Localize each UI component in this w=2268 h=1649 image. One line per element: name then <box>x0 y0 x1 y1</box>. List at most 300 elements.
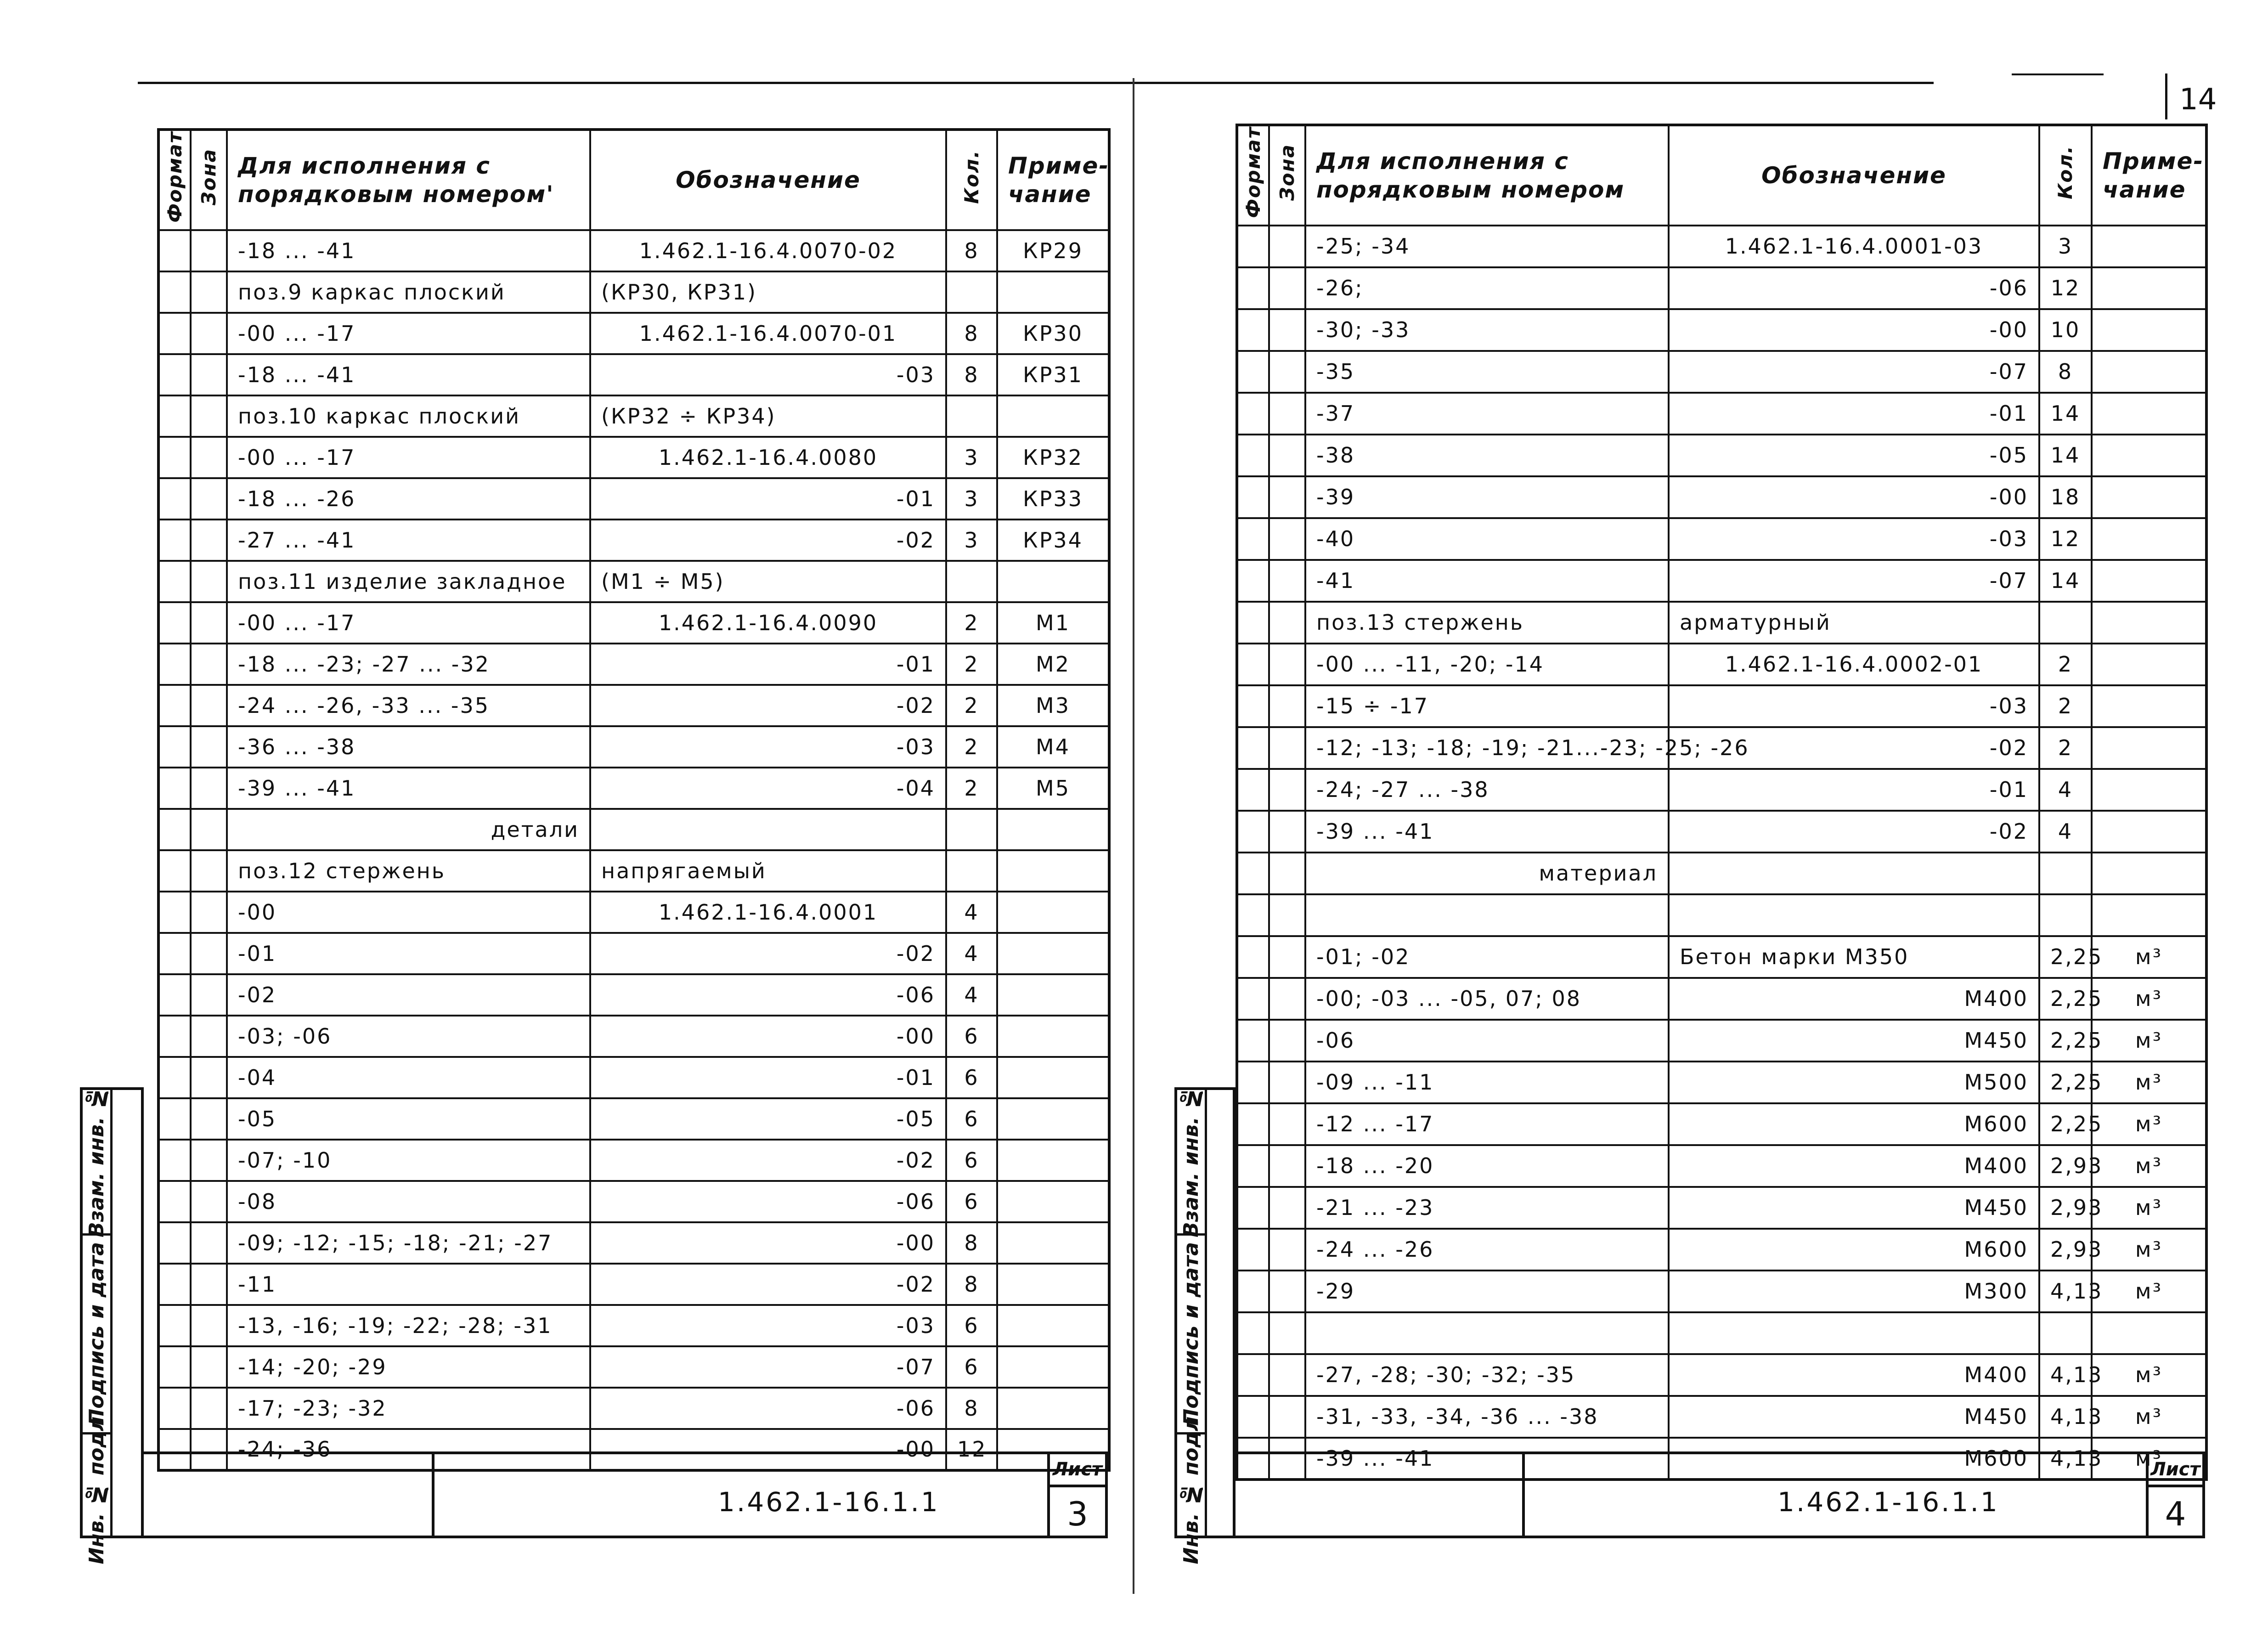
table-row <box>158 1222 1109 1264</box>
format-cell <box>158 561 191 602</box>
designation-cell: -03 <box>1669 518 2039 560</box>
execution-cell: -39 ... -41 <box>227 768 590 809</box>
zone-cell <box>1269 602 1305 644</box>
header-qty: Кол. <box>946 130 997 230</box>
execution-cell: -00 ... -17 <box>227 313 590 354</box>
designation-cell: -07 <box>590 1346 946 1388</box>
table-row <box>1237 226 2206 267</box>
note-cell: м³ <box>2092 978 2206 1020</box>
note-cell: м³ <box>2092 1062 2206 1103</box>
note-cell: КР31 <box>997 354 1109 395</box>
table-row <box>158 892 1109 933</box>
note-cell <box>2092 226 2206 267</box>
execution-cell: -18 ... -41 <box>227 354 590 395</box>
zone-cell <box>1269 309 1305 351</box>
designation-cell: -07 <box>1669 560 2039 602</box>
replaced-inv-label: Взам. инв. № <box>1179 1086 1203 1237</box>
format-cell <box>1237 476 1269 518</box>
qty-cell: 3 <box>2039 226 2092 267</box>
execution-cell: -06 <box>1305 1020 1669 1062</box>
header-format: Формат <box>158 130 191 230</box>
format-cell <box>1237 1271 1269 1312</box>
format-cell <box>1237 1062 1269 1103</box>
table-row <box>158 437 1109 478</box>
note-cell: М1 <box>997 602 1109 644</box>
note-cell <box>997 809 1109 850</box>
format-cell <box>1237 267 1269 309</box>
note-cell <box>2092 644 2206 685</box>
table-row <box>1237 769 2206 811</box>
qty-cell: 4 <box>946 892 997 933</box>
zone-cell <box>191 395 227 437</box>
table-row <box>1237 894 2206 936</box>
replaced-inv-cell <box>1177 1086 1205 1237</box>
qty-cell: 6 <box>946 1057 997 1098</box>
designation-cell: М300 <box>1669 1271 2039 1312</box>
qty-cell: 2 <box>946 768 997 809</box>
qty-cell: 12 <box>2039 267 2092 309</box>
designation-cell: -06 <box>590 1388 946 1429</box>
header-zone: Зона <box>191 130 227 230</box>
note-cell <box>997 561 1109 602</box>
qty-cell <box>2039 853 2092 894</box>
format-cell <box>1237 853 1269 894</box>
execution-cell: -00; -03 ... -05, 07; 08 <box>1305 978 1669 1020</box>
qty-cell <box>2039 602 2092 644</box>
zone-cell <box>191 1222 227 1264</box>
note-cell <box>2092 811 2206 853</box>
format-cell <box>1237 351 1269 393</box>
qty-cell: 2 <box>946 602 997 644</box>
execution-cell: материал <box>1305 853 1669 894</box>
table-row <box>158 561 1109 602</box>
note-cell <box>2092 435 2206 476</box>
zone-cell <box>191 933 227 974</box>
format-cell <box>1237 602 1269 644</box>
execution-cell: поз.9 каркас плоский <box>227 271 590 313</box>
zone-cell <box>1269 936 1305 978</box>
note-cell <box>997 1222 1109 1264</box>
zone-cell <box>1269 226 1305 267</box>
format-cell <box>1237 1145 1269 1187</box>
zone-cell <box>1269 435 1305 476</box>
table-row <box>1237 435 2206 476</box>
execution-cell: -37 <box>1305 393 1669 435</box>
qty-cell: 6 <box>946 1305 997 1346</box>
qty-cell: 4 <box>946 974 997 1016</box>
zone-cell <box>1269 1103 1305 1145</box>
designation-cell: М600 <box>1669 1103 2039 1145</box>
qty-cell: 10 <box>2039 309 2092 351</box>
original-inv-label: Инв. № подл. <box>85 1408 108 1564</box>
execution-cell: -09 ... -11 <box>1305 1062 1669 1103</box>
note-cell <box>997 1388 1109 1429</box>
execution-cell: -39 ... -41 <box>1305 811 1669 853</box>
execution-cell: -18 ... -41 <box>227 230 590 271</box>
table-row <box>158 395 1109 437</box>
zone-cell <box>1269 476 1305 518</box>
designation-cell: 1.462.1-16.4.0002-01 <box>1669 644 2039 685</box>
table-row <box>158 933 1109 974</box>
execution-cell: детали <box>227 809 590 850</box>
format-cell <box>1237 811 1269 853</box>
zone-cell <box>191 1098 227 1140</box>
table-row <box>1237 853 2206 894</box>
zone-cell <box>191 685 227 726</box>
table-row <box>158 1346 1109 1388</box>
execution-cell: -35 <box>1305 351 1669 393</box>
format-cell <box>1237 1187 1269 1229</box>
original-inv-cell <box>1177 1408 1205 1564</box>
designation-cell: -01 <box>1669 393 2039 435</box>
table-row <box>1237 1396 2206 1438</box>
designation-cell <box>1669 894 2039 936</box>
format-cell <box>1237 309 1269 351</box>
execution-cell: -39 ... -41 <box>1305 1438 1669 1480</box>
sheet-number: 3 <box>1067 1495 1088 1533</box>
designation-cell: -06 <box>590 974 946 1016</box>
table-row <box>1237 518 2206 560</box>
table-row <box>1237 727 2206 769</box>
format-cell <box>158 395 191 437</box>
note-cell <box>997 1305 1109 1346</box>
designation-cell: -01 <box>590 644 946 685</box>
designation-cell: М600 <box>1669 1438 2039 1480</box>
qty-cell: 2,25 <box>2039 1020 2092 1062</box>
header-format: Формат <box>1237 125 1269 226</box>
execution-cell: -24 ... -26, -33 ... -35 <box>227 685 590 726</box>
zone-cell <box>1269 1354 1305 1396</box>
qty-cell <box>2039 1312 2092 1354</box>
note-cell <box>2092 518 2206 560</box>
page-number-divider <box>2165 73 2167 119</box>
format-cell <box>1237 727 1269 769</box>
note-cell <box>997 1057 1109 1098</box>
zone-cell <box>1269 1396 1305 1438</box>
note-cell: м³ <box>2092 1187 2206 1229</box>
qty-cell: 14 <box>2039 435 2092 476</box>
qty-cell: 14 <box>2039 393 2092 435</box>
left-specification-table <box>157 128 1111 1472</box>
execution-cell: -18 ... -23; -27 ... -32 <box>227 644 590 685</box>
note-cell <box>2092 853 2206 894</box>
note-cell <box>2092 685 2206 727</box>
execution-cell: -26; <box>1305 267 1669 309</box>
qty-cell: 2,93 <box>2039 1145 2092 1187</box>
note-cell <box>2092 727 2206 769</box>
zone-cell <box>191 602 227 644</box>
original-inv-cell <box>83 1408 110 1564</box>
zone-cell <box>191 478 227 520</box>
format-cell <box>1237 393 1269 435</box>
execution-cell: -13, -16; -19; -22; -28; -31 <box>227 1305 590 1346</box>
designation-cell: -03 <box>590 354 946 395</box>
execution-cell: -17; -23; -32 <box>227 1388 590 1429</box>
note-cell <box>997 974 1109 1016</box>
note-cell <box>997 1264 1109 1305</box>
note-cell: м³ <box>2092 1103 2206 1145</box>
execution-cell: поз.13 стержень <box>1305 602 1669 644</box>
signature-date-label: Подпись и дата <box>1179 1242 1203 1426</box>
table-row <box>1237 351 2206 393</box>
original-inv-label: Инв. № подл. <box>1179 1408 1203 1564</box>
execution-cell: -18 ... -26 <box>227 478 590 520</box>
table-row <box>158 271 1109 313</box>
table-row <box>158 1140 1109 1181</box>
note-cell: М4 <box>997 726 1109 768</box>
zone-cell <box>1269 393 1305 435</box>
format-cell <box>158 1016 191 1057</box>
designation-cell: -00 <box>1669 309 2039 351</box>
top-rule <box>138 82 1934 84</box>
qty-cell: 2 <box>2039 644 2092 685</box>
designation-cell: -00 <box>590 1429 946 1470</box>
note-cell: КР33 <box>997 478 1109 520</box>
execution-cell: -01 <box>227 933 590 974</box>
table-row <box>158 354 1109 395</box>
designation-cell: 1.462.1-16.4.0001-03 <box>1669 226 2039 267</box>
designation-cell: М450 <box>1669 1020 2039 1062</box>
zone-cell <box>1269 685 1305 727</box>
zone-cell <box>191 644 227 685</box>
format-cell <box>1237 1312 1269 1354</box>
execution-cell: поз.11 изделие закладное <box>227 561 590 602</box>
format-cell <box>1237 226 1269 267</box>
designation-cell: М600 <box>1669 1229 2039 1271</box>
format-cell <box>158 1305 191 1346</box>
note-cell <box>997 1140 1109 1181</box>
execution-cell: -24; -36 <box>227 1429 590 1470</box>
qty-cell: 2,25 <box>2039 936 2092 978</box>
designation-cell: 1.462.1-16.4.0001 <box>590 892 946 933</box>
designation-cell: (КР30, КР31) <box>590 271 946 313</box>
qty-cell: 6 <box>946 1346 997 1388</box>
qty-cell: 3 <box>946 520 997 561</box>
zone-cell <box>191 520 227 561</box>
format-cell <box>1237 894 1269 936</box>
format-cell <box>1237 978 1269 1020</box>
execution-cell: -29 <box>1305 1271 1669 1312</box>
zone-cell <box>191 1140 227 1181</box>
qty-cell: 6 <box>946 1098 997 1140</box>
format-cell <box>158 230 191 271</box>
zone-cell <box>191 1388 227 1429</box>
execution-cell: -07; -10 <box>227 1140 590 1181</box>
format-cell <box>158 354 191 395</box>
qty-cell: 2 <box>946 685 997 726</box>
format-cell <box>158 1346 191 1388</box>
note-cell: м³ <box>2092 1396 2206 1438</box>
header-execution: Для исполнения с порядковым номером' <box>227 130 590 230</box>
sheet-box <box>1047 1454 1105 1536</box>
execution-cell: -27 ... -41 <box>227 520 590 561</box>
designation-cell: -02 <box>1669 811 2039 853</box>
table-row <box>158 1388 1109 1429</box>
note-cell: м³ <box>2092 936 2206 978</box>
note-cell <box>2092 560 2206 602</box>
table-row <box>1237 393 2206 435</box>
qty-cell: 12 <box>2039 518 2092 560</box>
note-cell <box>997 892 1109 933</box>
zone-cell <box>191 1016 227 1057</box>
qty-cell: 6 <box>946 1140 997 1181</box>
table-row <box>158 313 1109 354</box>
table-row <box>158 602 1109 644</box>
qty-cell: 8 <box>946 230 997 271</box>
table-row <box>1237 685 2206 727</box>
table-row <box>158 644 1109 685</box>
qty-cell: 2,25 <box>2039 978 2092 1020</box>
zone-cell <box>191 313 227 354</box>
format-cell <box>1237 936 1269 978</box>
execution-cell: -39 <box>1305 476 1669 518</box>
execution-cell: -11 <box>227 1264 590 1305</box>
note-cell: м³ <box>2092 1145 2206 1187</box>
format-cell <box>1237 560 1269 602</box>
zone-cell <box>191 561 227 602</box>
format-cell <box>158 602 191 644</box>
format-cell <box>1237 1354 1269 1396</box>
zone-cell <box>191 768 227 809</box>
designation-cell: -02 <box>590 933 946 974</box>
format-cell <box>158 1388 191 1429</box>
format-cell <box>158 933 191 974</box>
qty-cell <box>946 395 997 437</box>
note-cell <box>2092 602 2206 644</box>
format-cell <box>158 1222 191 1264</box>
note-cell <box>997 1181 1109 1222</box>
execution-cell: поз.10 каркас плоский <box>227 395 590 437</box>
right-specification-table <box>1236 124 2208 1481</box>
designation-cell: -01 <box>1669 769 2039 811</box>
format-cell <box>1237 685 1269 727</box>
header-note: Приме-чание <box>2092 125 2206 226</box>
note-cell: КР29 <box>997 230 1109 271</box>
qty-cell: 2 <box>2039 727 2092 769</box>
designation-cell: -03 <box>590 726 946 768</box>
designation-cell: -00 <box>590 1222 946 1264</box>
designation-cell: (М1 ÷ М5) <box>590 561 946 602</box>
zone-cell <box>191 1346 227 1388</box>
header-qty: Кол. <box>2039 125 2092 226</box>
qty-cell: 8 <box>946 313 997 354</box>
table-row <box>1237 1187 2206 1229</box>
format-cell <box>158 892 191 933</box>
format-cell <box>1237 435 1269 476</box>
designation-cell: -00 <box>590 1016 946 1057</box>
designation-cell: М450 <box>1669 1187 2039 1229</box>
zone-cell <box>191 437 227 478</box>
table-row <box>1237 1020 2206 1062</box>
designation-cell: -01 <box>590 1057 946 1098</box>
table-row <box>158 1305 1109 1346</box>
zone-cell <box>191 809 227 850</box>
qty-cell: 4,13 <box>2039 1354 2092 1396</box>
note-cell <box>997 395 1109 437</box>
qty-cell: 2,25 <box>2039 1062 2092 1103</box>
qty-cell: 6 <box>946 1181 997 1222</box>
execution-cell: -38 <box>1305 435 1669 476</box>
header-designation: Обозначение <box>1669 125 2039 226</box>
left-approval-stamp <box>80 1086 144 1564</box>
zone-cell <box>1269 1271 1305 1312</box>
format-cell <box>1237 1396 1269 1438</box>
execution-cell: -24 ... -26 <box>1305 1229 1669 1271</box>
execution-cell: -00 ... -11, -20; -14 <box>1305 644 1669 685</box>
qty-cell: 3 <box>946 437 997 478</box>
qty-cell: 4 <box>2039 811 2092 853</box>
execution-cell: -02 <box>227 974 590 1016</box>
qty-cell <box>946 561 997 602</box>
qty-cell: 8 <box>946 1264 997 1305</box>
execution-cell: -41 <box>1305 560 1669 602</box>
signature-date-cell <box>83 1236 110 1434</box>
designation-cell: 1.462.1-16.4.0070-01 <box>590 313 946 354</box>
zone-cell <box>1269 894 1305 936</box>
table-row <box>158 1016 1109 1057</box>
qty-cell: 3 <box>946 478 997 520</box>
top-rule-right <box>2012 73 2104 75</box>
zone-cell <box>1269 769 1305 811</box>
format-cell <box>158 974 191 1016</box>
zone-cell <box>1269 811 1305 853</box>
designation-cell: М400 <box>1669 1145 2039 1187</box>
designation-cell: -02 <box>590 1140 946 1181</box>
designation-cell: -00 <box>1669 476 2039 518</box>
execution-cell: -01; -02 <box>1305 936 1669 978</box>
qty-cell <box>946 809 997 850</box>
zone-cell <box>1269 1229 1305 1271</box>
designation-cell <box>1669 853 2039 894</box>
zone-cell <box>1269 1020 1305 1062</box>
table-row <box>1237 602 2206 644</box>
header-execution: Для исполнения с порядковым номером <box>1305 125 1669 226</box>
table-row <box>1237 560 2206 602</box>
format-cell <box>158 644 191 685</box>
table-row <box>158 809 1109 850</box>
zone-cell <box>191 1057 227 1098</box>
format-cell <box>158 1098 191 1140</box>
table-row <box>158 768 1109 809</box>
designation-cell: -03 <box>590 1305 946 1346</box>
execution-cell: -00 ... -17 <box>227 602 590 644</box>
table-row <box>158 726 1109 768</box>
qty-cell: 8 <box>2039 351 2092 393</box>
designation-cell: -05 <box>590 1098 946 1140</box>
zone-cell <box>191 230 227 271</box>
qty-cell: 8 <box>946 1222 997 1264</box>
table-header <box>1237 125 2206 226</box>
note-cell <box>2092 1312 2206 1354</box>
note-cell: м³ <box>2092 1271 2206 1312</box>
format-cell <box>158 685 191 726</box>
execution-cell: -04 <box>227 1057 590 1098</box>
qty-cell <box>946 271 997 313</box>
sheet-box <box>2146 1454 2202 1536</box>
note-cell <box>2092 309 2206 351</box>
qty-cell <box>2039 894 2092 936</box>
format-cell <box>1237 1103 1269 1145</box>
table-row <box>1237 644 2206 685</box>
execution-cell: -36 ... -38 <box>227 726 590 768</box>
format-cell <box>158 768 191 809</box>
note-cell: КР34 <box>997 520 1109 561</box>
table-row <box>158 478 1109 520</box>
designation-cell: 1.462.1-16.4.0090 <box>590 602 946 644</box>
zone-cell <box>1269 267 1305 309</box>
format-cell <box>1237 518 1269 560</box>
table-row <box>1237 1229 2206 1271</box>
